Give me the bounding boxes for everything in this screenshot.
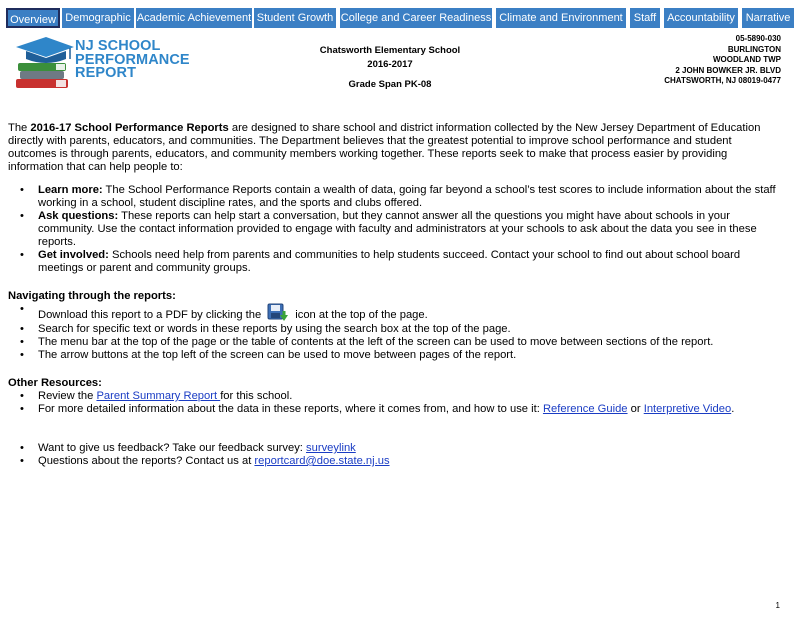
school-header <box>290 44 490 92</box>
school-name: Chatsworth Elementary School <box>319 45 461 56</box>
feedback-list <box>8 442 778 468</box>
list-item: • Want to give us feedback? Take our feedback survey: surveylink <box>8 442 778 455</box>
interpretive-video-link[interactable]: Interpretive Video <box>643 403 732 415</box>
spacer <box>8 416 778 442</box>
township-name: WOODLAND TWP <box>713 55 781 64</box>
street-address: 2 JOHN BOWKER JR. BLVD <box>675 65 781 75</box>
list-item: • The menu bar at the top of the page or the table of contents at the left of the screen can be used to move between sections of the report. <box>8 336 778 349</box>
school-year: 2016-2017 <box>367 59 413 70</box>
tab-student-growth[interactable]: Student Growth <box>254 8 336 28</box>
list-item: • Ask questions: These reports can help start a conversation, but they cannot answer all the questions you might have about schools in your community. Use the contact information provided to engage with faculty and administrators at your schools to ask about the data you see in these reports. <box>8 210 778 249</box>
tab-demographic[interactable]: Demographic <box>62 8 134 28</box>
logo-line-1: NJ SCHOOL <box>75 38 161 54</box>
list-item: • Learn more: The School Performance Reports contain a wealth of data, going far beyond a school’s test scores to include information about the staff working in a school, student discipline rates, and the sports and clubs offered. <box>8 184 778 210</box>
benefit-list <box>8 184 778 275</box>
intro-paragraph: The 2016-17 School Performance Reports are designed to share school and district information collected by the New Jersey Department of Education directly with parents, educators, and communities. The Department believes that the greatest potential to improve school performance and student outcomes is through parents, educators, and community members working together. These reports seek to make that process easier by providing information that can help people to: <box>8 122 761 173</box>
list-item: • Get involved: Schools need help from parents and communities to help students succeed. Contact your school to find out about school board meetings or parent and community groups. <box>8 249 778 275</box>
survey-link[interactable]: surveylink <box>306 442 356 454</box>
city-state-zip: CHATSWORTH, NJ 08019-0477 <box>664 76 781 85</box>
tab-accountability[interactable]: Accountability <box>664 8 738 28</box>
tab-overview[interactable]: Overview <box>6 8 60 28</box>
tab-staff[interactable]: Staff <box>630 8 660 28</box>
list-item: • Review the Parent Summary Report for this school. <box>8 390 778 403</box>
report-name: 2016-17 School Performance Reports <box>30 122 229 134</box>
parent-summary-report-link[interactable]: Parent Summary Report <box>96 390 221 402</box>
page-number: 1 <box>775 601 780 610</box>
save-pdf-icon[interactable] <box>267 303 289 323</box>
school-code: 05-5890-030 <box>735 34 781 43</box>
logo-line-3: REPORT <box>75 65 137 81</box>
tab-academic-achievement[interactable]: Academic Achievement <box>136 8 252 28</box>
list-item: • For more detailed information about the data in these reports, where it comes from, and how to use it: Reference Guide or Interpretive Video. <box>8 403 778 416</box>
grade-span: Grade Span PK-08 <box>348 79 432 90</box>
list-item: • Search for specific text or words in these reports by using the search box at the top of the page. <box>8 323 778 336</box>
tab-climate-environment[interactable]: Climate and Environment <box>496 8 626 28</box>
district-name: BURLINGTON <box>727 44 781 54</box>
resources-list <box>8 390 778 416</box>
contact-email-link[interactable]: reportcard@doe.state.nj.us <box>254 455 390 467</box>
navigating-title: Navigating through the reports: <box>8 290 176 302</box>
logo-text <box>75 40 190 81</box>
tab-college-career-readiness[interactable]: College and Career Readiness <box>340 8 492 28</box>
logo-line-2: PERFORMANCE <box>75 51 190 68</box>
school-address <box>664 34 781 87</box>
overview-content <box>8 122 778 468</box>
list-item: • The arrow buttons at the top left of the screen can be used to move between pages of the report. <box>8 349 778 362</box>
list-item: • Download this report to a PDF by clicking the icon at the top of the page. <box>8 303 778 323</box>
list-item: • Questions about the reports? Contact us at reportcard@doe.state.nj.us <box>8 455 778 468</box>
tab-narrative[interactable]: Narrative <box>742 8 794 28</box>
reference-guide-link[interactable]: Reference Guide <box>542 403 628 415</box>
navigating-list <box>8 303 778 362</box>
other-resources-title: Other Resources: <box>8 377 102 389</box>
